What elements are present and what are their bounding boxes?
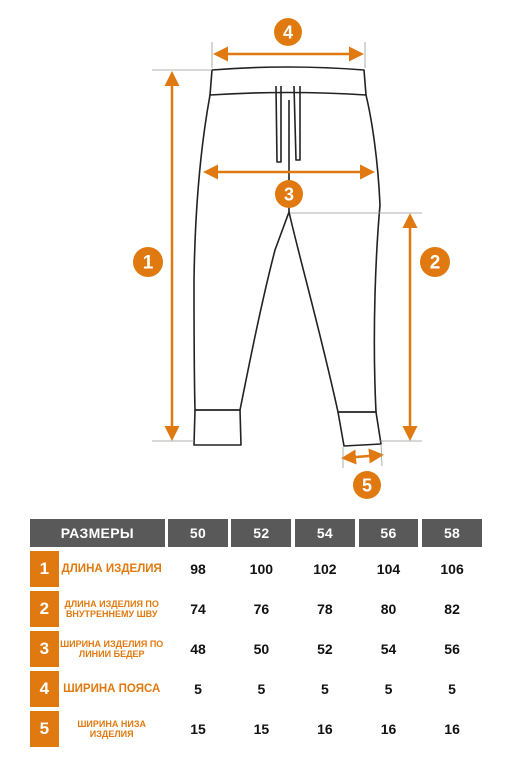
row-value: 5 [321,681,329,697]
row-value: 82 [444,601,460,617]
row-value: 16 [317,721,333,737]
svg-text:4: 4 [282,22,294,43]
right-cuff [338,412,381,446]
row-label: ШИРИНА ИЗДЕЛИЯ ПО ЛИНИИ БЕДЕР [60,639,164,659]
row-value: 74 [190,601,206,617]
table-row [30,711,482,747]
row-label: ШИРИНА ПОЯСА [63,682,161,695]
svg-text:3: 3 [283,184,295,205]
header-size-50: 50 [168,519,227,547]
table-row [30,631,482,667]
pants-outline [194,67,381,446]
svg-text:2: 2 [429,252,441,274]
size-table-header [30,519,482,547]
row-value: 106 [440,561,464,577]
row-value: 5 [194,681,202,697]
row-value: 15 [190,721,206,737]
table-row [30,591,482,627]
svg-text:1: 1 [142,252,154,274]
row-value: 78 [317,601,333,617]
measurement-lines [172,54,410,458]
marker-3 [275,180,303,208]
row-number: 5 [30,711,59,747]
row-value: 48 [190,641,206,657]
row-value: 76 [253,601,270,617]
measure-line-5 [344,455,381,458]
table-row [30,671,482,707]
row-value: 98 [190,561,206,577]
row-value: 52 [317,641,333,657]
svg-text:5: 5 [361,475,373,496]
row-value: 50 [253,641,270,657]
row-value: 16 [444,721,460,737]
row-value: 16 [380,721,397,737]
row-value: 5 [448,681,456,697]
header-size-52: 52 [231,519,291,547]
drawstring-right [294,86,300,160]
row-label: ДЛИНА ИЗДЕЛИЯ ПО ВНУТРЕННЕМУ ШВУ [64,599,159,619]
row-value: 80 [380,601,397,617]
row-value: 56 [444,641,460,657]
marker-1 [133,247,163,277]
row-label: ШИРИНА НИЗА ИЗДЕЛИЯ [77,719,146,739]
row-number: 1 [30,551,59,587]
header-size-58: 58 [422,519,482,547]
row-value: 100 [249,561,274,577]
size-table [30,515,482,751]
pants-body [194,95,380,412]
row-number: 4 [30,671,59,707]
row-value: 104 [376,561,401,577]
row-value: 15 [253,721,270,737]
marker-5 [353,471,381,499]
marker-4 [274,18,302,46]
header-size-54: 54 [295,519,355,547]
header-sizes-label: РАЗМЕРЫ [30,519,165,547]
guide-lines [152,42,422,468]
marker-2 [420,247,450,277]
table-row [30,551,482,587]
waistband [210,67,366,95]
header-size-56: 56 [359,519,419,547]
row-number: 2 [30,591,59,627]
row-number: 3 [30,631,59,667]
drawstring-left [276,86,281,162]
row-value: 5 [384,681,393,697]
row-value: 5 [257,681,266,697]
left-cuff [194,410,241,445]
row-label: ДЛИНА ИЗДЕЛИЯ [61,562,162,575]
row-value: 102 [313,561,337,577]
row-value: 54 [380,641,397,657]
